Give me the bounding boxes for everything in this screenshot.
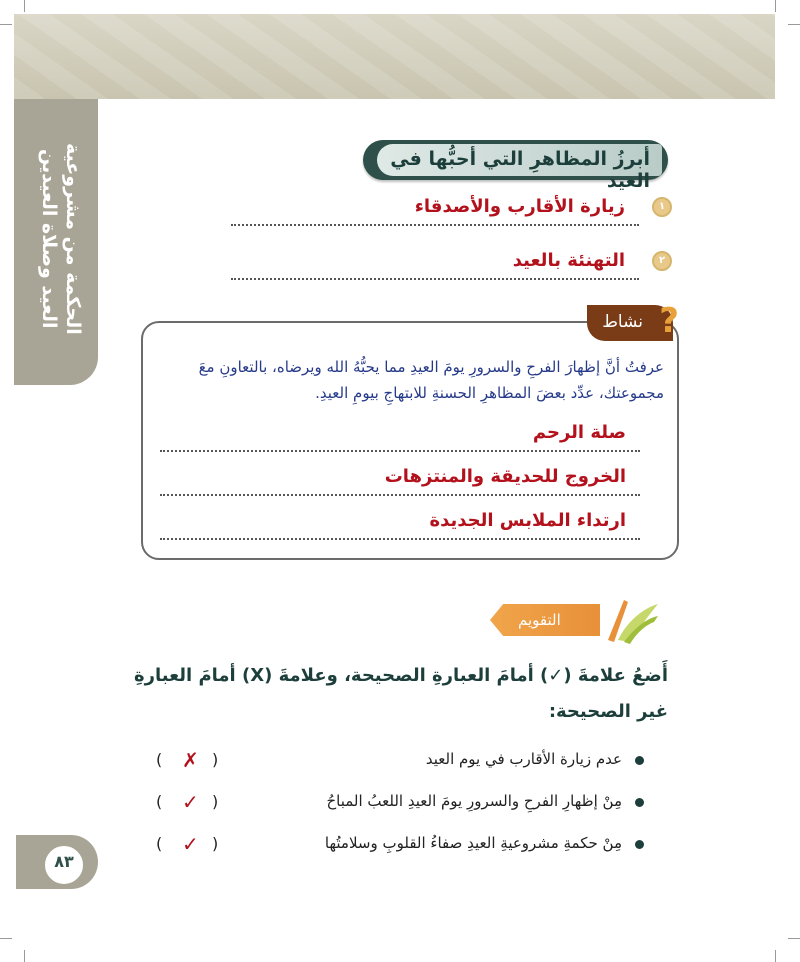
- statement-text: عدم زيارة الأقارب في يوم العيد: [425, 750, 622, 768]
- paren-right: (: [212, 792, 219, 811]
- answer-text: الخروج للحديقة والمنتزهات: [384, 466, 626, 487]
- paren-left: ): [156, 834, 163, 853]
- page-number: ٨٣: [54, 852, 74, 871]
- activity-tab: [587, 301, 679, 341]
- crop-mark: [775, 0, 776, 12]
- statement-item: [150, 750, 644, 776]
- crop-mark: [24, 0, 25, 12]
- bullet-icon: [635, 756, 644, 765]
- answer-text: ارتداء الملابس الجديدة: [429, 510, 626, 531]
- statement-text: مِنْ إظهارِ الفرحِ والسرورِ يومَ العيدِ اللعبُ المباحُ: [326, 792, 622, 810]
- statement-item: [150, 792, 644, 818]
- answer-field[interactable]: [231, 194, 639, 226]
- activity-instruction: عرفتُ أنَّ إظهارَ الفرحِ والسرورِ يومَ العيدِ مما يحبُّهُ الله ويرضاه، بالتعاونِ معَ مجموعتك، عدِّد بعضَ المظاهرِ الحسنةِ للابتهاجِ بيومِ العيدِ.: [198, 358, 664, 402]
- answer-text: التهنئة بالعيد: [512, 250, 625, 271]
- crop-mark: [0, 24, 12, 25]
- answer-field[interactable]: [160, 464, 640, 496]
- crop-mark: [0, 938, 12, 939]
- chapter-title: الحكمة من مشروعية العيد وصلاة العيدين: [38, 143, 84, 335]
- pen-book-icon: [594, 590, 660, 646]
- answer-mark[interactable]: ✓: [182, 832, 199, 856]
- crop-mark: [788, 24, 800, 25]
- statement-item: [150, 834, 644, 860]
- number-badge-icon: ٢: [652, 251, 672, 271]
- paren-left: ): [156, 792, 163, 811]
- header-band: [14, 14, 775, 99]
- chapter-title-wrap: [24, 99, 98, 379]
- evaluation-label: التقويم: [518, 611, 561, 629]
- question-mark-icon: ?: [659, 301, 679, 341]
- answer-field[interactable]: [160, 420, 640, 452]
- answer-text: صلة الرحم: [532, 422, 626, 443]
- page-number-badge: [16, 835, 98, 889]
- evaluation-banner: [490, 590, 664, 646]
- evaluation-instruction: أَضعُ علامةَ (✓) أمامَ العبارةِ الصحيحة، وعلامةَ (X) أمامَ العبارةِ غير الصحيحة:: [134, 665, 668, 722]
- crop-mark: [24, 950, 25, 962]
- answer-field[interactable]: [160, 508, 640, 540]
- answer-field[interactable]: [231, 248, 639, 280]
- paren-left: ): [156, 750, 163, 769]
- number-badge-icon: ١: [652, 197, 672, 217]
- section-heading-banner: [363, 140, 668, 192]
- chapter-side-tab: [14, 99, 98, 385]
- bullet-icon: [635, 798, 644, 807]
- section-heading: أبرزُ المظاهرِ التي أحبُّها في العيد: [390, 148, 650, 192]
- bullet-icon: [635, 840, 644, 849]
- crop-mark: [775, 950, 776, 962]
- statement-text: مِنْ حكمةِ مشروعيةِ العيدِ صفاءُ القلوبِ وسلامتُها: [324, 834, 622, 852]
- answer-mark[interactable]: ✓: [182, 790, 199, 814]
- crop-mark: [788, 938, 800, 939]
- activity-label: نشاط: [602, 312, 643, 332]
- answer-mark[interactable]: ✗: [182, 748, 199, 772]
- paren-right: (: [212, 834, 219, 853]
- answer-text: زيارة الأقارب والأصدقاء: [414, 196, 625, 217]
- paren-right: (: [212, 750, 219, 769]
